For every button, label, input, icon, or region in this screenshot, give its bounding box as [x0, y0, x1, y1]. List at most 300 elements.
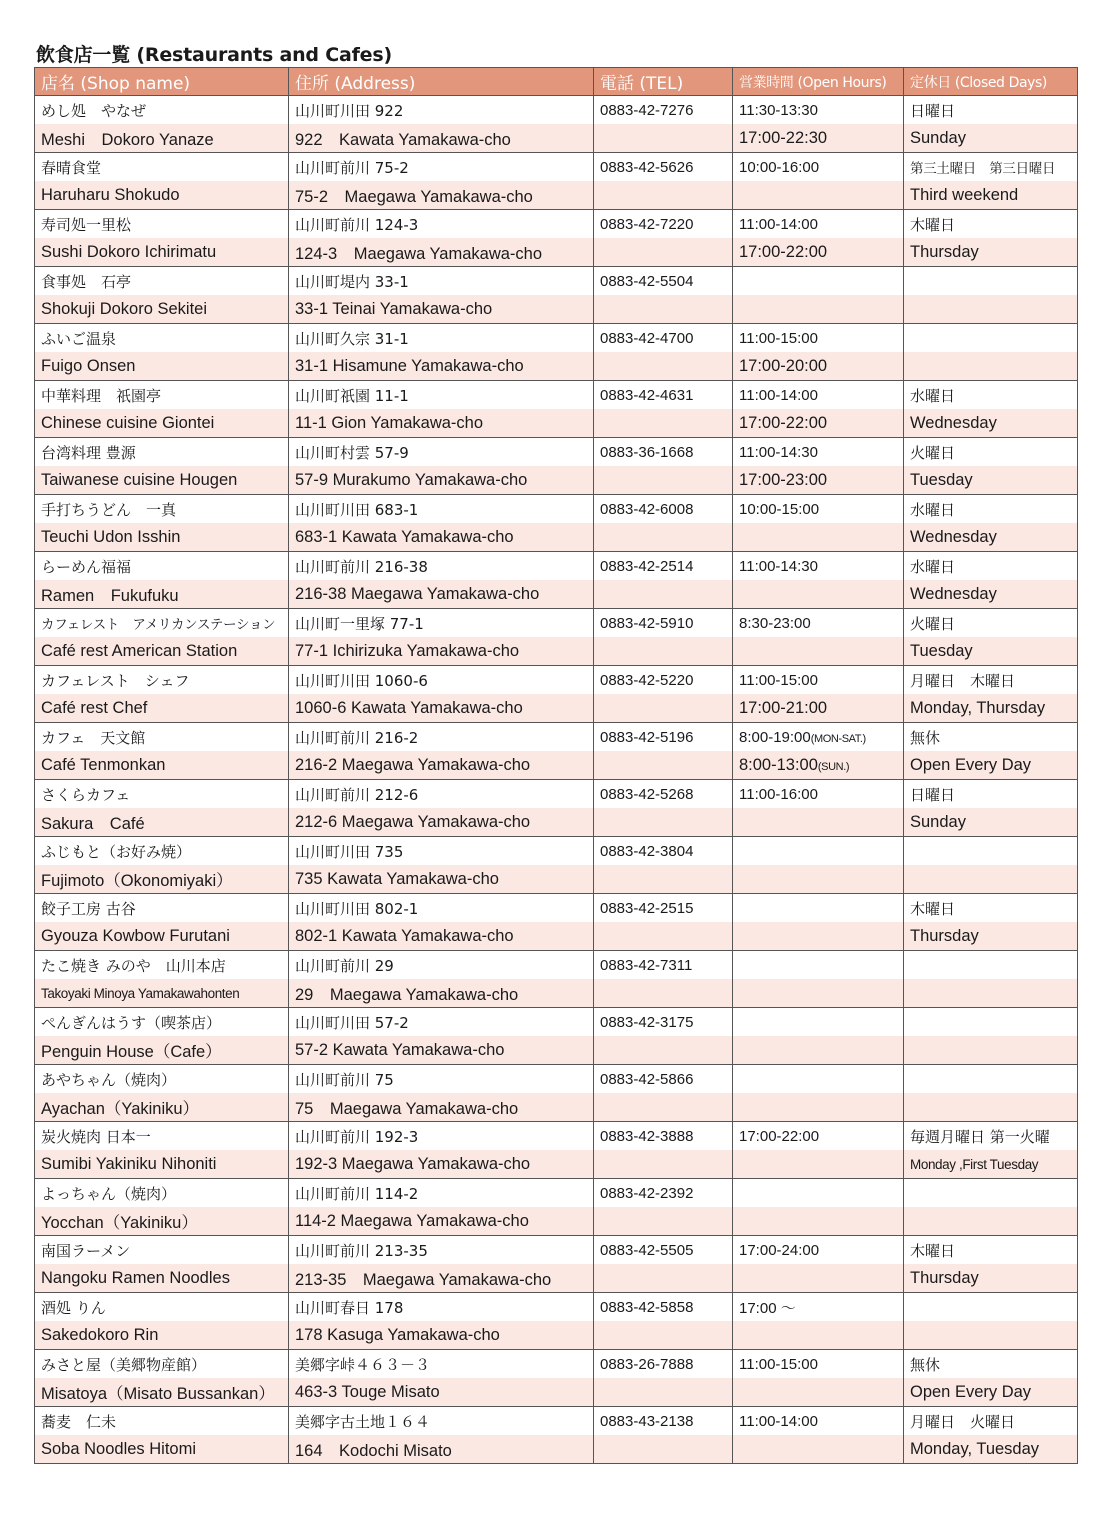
address-jp: 山川町前川 213-35	[289, 1236, 594, 1265]
closed-days-en	[904, 352, 1078, 381]
address-en: 57-2 Kawata Yamakawa-cho	[289, 1036, 594, 1065]
phone-number: 0883-42-4700	[594, 324, 733, 353]
open-hours-2	[733, 694, 904, 723]
shop-name-en: Chinese cuisine Giontei	[35, 409, 289, 438]
open-hours-2	[733, 1093, 904, 1122]
address-en: 75-2 Maegawa Yamakawa-cho	[289, 181, 594, 210]
phone-number: 0883-42-7311	[594, 951, 733, 980]
hours-value: 17:00-21:00	[739, 698, 828, 717]
shop-name-jp: カフェ 天文館	[35, 723, 289, 752]
phone-empty	[594, 124, 733, 153]
header-row	[35, 68, 1078, 96]
closed-days-en	[904, 979, 1078, 1008]
closed-days-jp	[904, 267, 1078, 296]
header-tel: 電話 (TEL)	[594, 68, 733, 96]
open-hours-2	[733, 466, 904, 495]
phone-number: 0883-42-5626	[594, 153, 733, 182]
open-hours-1	[733, 609, 904, 638]
closed-days-en	[904, 1036, 1078, 1065]
address-jp: 山川町春日 178	[289, 1293, 594, 1322]
closed-days-jp	[904, 1065, 1078, 1094]
closed-days-jp: 水曜日	[904, 552, 1078, 581]
shop-name-en: Sumibi Yakiniku Nihoniti	[35, 1150, 289, 1179]
hours-value: 10:00-15:00	[739, 500, 820, 518]
address-en: 192-3 Maegawa Yamakawa-cho	[289, 1150, 594, 1179]
table-row	[35, 124, 1078, 153]
open-hours-1	[733, 1350, 904, 1379]
table-row	[35, 1036, 1078, 1065]
shop-name-jp: 春晴食堂	[35, 153, 289, 182]
shop-name-en: Shokuji Dokoro Sekitei	[35, 295, 289, 324]
closed-days-jp: 木曜日	[904, 210, 1078, 239]
phone-number: 0883-36-1668	[594, 438, 733, 467]
address-jp: 山川町川田 735	[289, 837, 594, 866]
phone-empty	[594, 1207, 733, 1236]
closed-days-en: Tuesday	[904, 466, 1078, 495]
shop-name-en: Café Tenmonkan	[35, 751, 289, 780]
table-row	[35, 637, 1078, 666]
closed-days-en: Monday, Thursday	[904, 694, 1078, 723]
closed-days-jp	[904, 324, 1078, 353]
shop-name-jp: 酒処 りん	[35, 1293, 289, 1322]
address-jp: 山川町川田 1060-6	[289, 666, 594, 695]
phone-empty	[594, 466, 733, 495]
shop-name-en: Sakedokoro Rin	[35, 1321, 289, 1350]
hours-value: 11:00-15:00	[739, 1355, 818, 1373]
shop-name-en: Nangoku Ramen Noodles	[35, 1264, 289, 1293]
shop-name-jp: めし処 やなぜ	[35, 96, 289, 125]
table-row	[35, 1264, 1078, 1293]
open-hours-2	[733, 1321, 904, 1350]
hours-value: 10:00-16:00	[739, 158, 820, 176]
phone-empty	[594, 295, 733, 324]
closed-days-en: Sunday	[904, 124, 1078, 153]
phone-number: 0883-42-3804	[594, 837, 733, 866]
hours-value: 17:00-24:00	[739, 1241, 820, 1259]
hours-value: 17:00-22:00	[739, 242, 828, 261]
closed-days-en: Wednesday	[904, 523, 1078, 552]
open-hours-1	[733, 96, 904, 125]
address-jp: 山川町前川 114-2	[289, 1179, 594, 1208]
hours-value: 11:00-14:00	[739, 386, 818, 404]
table-row	[35, 580, 1078, 609]
open-hours-2	[733, 580, 904, 609]
closed-days-en: Third weekend	[904, 181, 1078, 210]
open-hours-2	[733, 865, 904, 894]
address-jp: 山川町前川 124-3	[289, 210, 594, 239]
table-row	[35, 1207, 1078, 1236]
closed-days-jp	[904, 1179, 1078, 1208]
open-hours-2	[733, 295, 904, 324]
shop-name-jp: カフェレスト シェフ	[35, 666, 289, 695]
phone-number: 0883-42-6008	[594, 495, 733, 524]
closed-days-en	[904, 1207, 1078, 1236]
shop-name-jp: みさと屋（美郷物産館）	[35, 1350, 289, 1379]
open-hours-2	[733, 808, 904, 837]
table-row	[35, 409, 1078, 438]
closed-days-jp: 火曜日	[904, 438, 1078, 467]
open-hours-2	[733, 1207, 904, 1236]
hours-value: 11:00-14:00	[739, 215, 818, 233]
table-row	[35, 609, 1078, 638]
address-en: 802-1 Kawata Yamakawa-cho	[289, 922, 594, 951]
address-en: 683-1 Kawata Yamakawa-cho	[289, 523, 594, 552]
open-hours-2	[733, 1036, 904, 1065]
closed-days-jp: 日曜日	[904, 780, 1078, 809]
table-row	[35, 523, 1078, 552]
open-hours-1	[733, 837, 904, 866]
phone-empty	[594, 694, 733, 723]
hours-value: 11:00-15:00	[739, 329, 818, 347]
phone-number: 0883-42-4631	[594, 381, 733, 410]
address-jp: 山川町前川 192-3	[289, 1122, 594, 1151]
phone-number: 0883-42-2515	[594, 894, 733, 923]
closed-days-jp: 毎週月曜日 第一火曜	[904, 1122, 1078, 1151]
phone-number: 0883-42-5858	[594, 1293, 733, 1322]
shop-name-en: Sushi Dokoro Ichirimatu	[35, 238, 289, 267]
closed-days-jp	[904, 1293, 1078, 1322]
open-hours-1	[733, 267, 904, 296]
open-hours-1	[733, 1236, 904, 1265]
hours-value: 17:00-22:30	[739, 128, 828, 147]
phone-number: 0883-26-7888	[594, 1350, 733, 1379]
phone-empty	[594, 865, 733, 894]
address-jp: 山川町前川 216-38	[289, 552, 594, 581]
shop-name-jp: 手打ちうどん 一真	[35, 495, 289, 524]
open-hours-2	[733, 1264, 904, 1293]
shop-name-en: Yocchan（Yakiniku）	[35, 1207, 289, 1236]
address-en: 1060-6 Kawata Yamakawa-cho	[289, 694, 594, 723]
open-hours-2	[733, 979, 904, 1008]
shop-name-en: Ramen Fukufuku	[35, 580, 289, 609]
phone-empty	[594, 637, 733, 666]
shop-name-jp: 南国ラーメン	[35, 1236, 289, 1265]
shop-name-en: Meshi Dokoro Yanaze	[35, 124, 289, 153]
address-jp: 山川町前川 212-6	[289, 780, 594, 809]
table-row	[35, 1293, 1078, 1322]
phone-number: 0883-43-2138	[594, 1407, 733, 1436]
table-row	[35, 951, 1078, 980]
address-en: 77-1 Ichirizuka Yamakawa-cho	[289, 637, 594, 666]
shop-name-jp: さくらカフェ	[35, 780, 289, 809]
open-hours-1	[733, 1065, 904, 1094]
open-hours-1	[733, 495, 904, 524]
hours-value: 17:00-22:00	[739, 1127, 820, 1145]
closed-days-en: Thursday	[904, 238, 1078, 267]
phone-number: 0883-42-3175	[594, 1008, 733, 1037]
open-hours-2	[733, 1150, 904, 1179]
closed-days-en: Thursday	[904, 1264, 1078, 1293]
table-row	[35, 1093, 1078, 1122]
hours-value: 11:30-13:30	[739, 101, 818, 119]
phone-empty	[594, 238, 733, 267]
table-row	[35, 1350, 1078, 1379]
open-hours-2	[733, 1435, 904, 1464]
table-row	[35, 96, 1078, 125]
address-jp: 山川町川田 922	[289, 96, 594, 125]
address-en: 33-1 Teinai Yamakawa-cho	[289, 295, 594, 324]
address-en: 31-1 Hisamune Yamakawa-cho	[289, 352, 594, 381]
address-jp: 山川町村雲 57-9	[289, 438, 594, 467]
shop-name-en: Sakura Café	[35, 808, 289, 837]
open-hours-1	[733, 666, 904, 695]
closed-days-jp: 月曜日 木曜日	[904, 666, 1078, 695]
table-row	[35, 865, 1078, 894]
table-row	[35, 694, 1078, 723]
open-hours-2	[733, 238, 904, 267]
open-hours-1	[733, 723, 904, 752]
table-row	[35, 1150, 1078, 1179]
shop-name-jp: 蕎麦 仁未	[35, 1407, 289, 1436]
address-en: 213-35 Maegawa Yamakawa-cho	[289, 1264, 594, 1293]
shop-name-jp: よっちゃん（焼肉）	[35, 1179, 289, 1208]
table-row	[35, 238, 1078, 267]
shop-name-en: Misatoya（Misato Bussankan）	[35, 1378, 289, 1407]
open-hours-1	[733, 1407, 904, 1436]
hours-value: 11:00-14:00	[739, 1412, 818, 1430]
hours-value: 11:00-16:00	[739, 785, 818, 803]
table-row	[35, 1008, 1078, 1037]
table-row	[35, 295, 1078, 324]
table-row	[35, 267, 1078, 296]
phone-empty	[594, 1150, 733, 1179]
address-jp: 美郷字峠４６３－３	[289, 1350, 594, 1379]
shop-name-jp: らーめん福福	[35, 552, 289, 581]
phone-empty	[594, 1378, 733, 1407]
phone-number: 0883-42-5504	[594, 267, 733, 296]
header-shop-name: 店名 (Shop name)	[35, 68, 289, 96]
phone-empty	[594, 1036, 733, 1065]
shop-name-jp: 中華料理 祇園亭	[35, 381, 289, 410]
table-row	[35, 552, 1078, 581]
phone-number: 0883-42-3888	[594, 1122, 733, 1151]
address-en: 212-6 Maegawa Yamakawa-cho	[289, 808, 594, 837]
hours-value: 17:00 ～	[739, 1299, 796, 1317]
address-en: 29 Maegawa Yamakawa-cho	[289, 979, 594, 1008]
closed-days-jp	[904, 1008, 1078, 1037]
shop-name-en: Fujimoto（Okonomiyaki）	[35, 865, 289, 894]
table-row	[35, 495, 1078, 524]
phone-empty	[594, 922, 733, 951]
address-jp: 山川町前川 29	[289, 951, 594, 980]
closed-days-jp	[904, 951, 1078, 980]
open-hours-2	[733, 409, 904, 438]
shop-name-en: Café rest Chef	[35, 694, 289, 723]
table-row	[35, 1321, 1078, 1350]
table-body	[35, 96, 1078, 1464]
table-row	[35, 751, 1078, 780]
table-row	[35, 181, 1078, 210]
closed-days-en: Sunday	[904, 808, 1078, 837]
closed-days-en: Thursday	[904, 922, 1078, 951]
phone-empty	[594, 751, 733, 780]
shop-name-jp: 台湾料理 豊源	[35, 438, 289, 467]
table-row	[35, 1065, 1078, 1094]
open-hours-2	[733, 352, 904, 381]
shop-name-en: Teuchi Udon Isshin	[35, 523, 289, 552]
closed-days-jp: 水曜日	[904, 495, 1078, 524]
table-row	[35, 837, 1078, 866]
hours-value: 17:00-22:00	[739, 413, 828, 432]
address-jp: 山川町祇園 11-1	[289, 381, 594, 410]
address-en: 216-2 Maegawa Yamakawa-cho	[289, 751, 594, 780]
closed-days-jp: 第三土曜日 第三日曜日	[904, 153, 1078, 182]
phone-empty	[594, 808, 733, 837]
shop-name-jp: 炭火焼肉 日本一	[35, 1122, 289, 1151]
table-row	[35, 808, 1078, 837]
address-en: 216-38 Maegawa Yamakawa-cho	[289, 580, 594, 609]
hours-value: 11:00-14:30	[739, 443, 818, 461]
table-row	[35, 1236, 1078, 1265]
header-closed-days: 定休日 (Closed Days)	[904, 68, 1078, 96]
shop-name-jp: あやちゃん（焼肉）	[35, 1065, 289, 1094]
hours-value: 8:00-19:00	[739, 728, 811, 746]
closed-days-en	[904, 295, 1078, 324]
open-hours-1	[733, 210, 904, 239]
address-en: 463-3 Touge Misato	[289, 1378, 594, 1407]
hours-note: (MON-SAT.)	[810, 732, 866, 745]
header-address: 住所 (Address)	[289, 68, 594, 96]
open-hours-1	[733, 1179, 904, 1208]
shop-name-jp: ふじもと（お好み焼）	[35, 837, 289, 866]
table-row	[35, 1407, 1078, 1436]
address-jp: 山川町前川 216-2	[289, 723, 594, 752]
address-en: 75 Maegawa Yamakawa-cho	[289, 1093, 594, 1122]
phone-number: 0883-42-7220	[594, 210, 733, 239]
header-open-hours: 営業時間 (Open Hours)	[733, 68, 904, 96]
shop-name-jp: 寿司処一里松	[35, 210, 289, 239]
address-en: 114-2 Maegawa Yamakawa-cho	[289, 1207, 594, 1236]
phone-number: 0883-42-7276	[594, 96, 733, 125]
shop-name-en: Soba Noodles Hitomi	[35, 1435, 289, 1464]
hours-value: 17:00-23:00	[739, 470, 828, 489]
open-hours-1	[733, 324, 904, 353]
closed-days-jp	[904, 837, 1078, 866]
address-en: 11-1 Gion Yamakawa-cho	[289, 409, 594, 438]
phone-empty	[594, 1264, 733, 1293]
open-hours-1	[733, 1293, 904, 1322]
phone-empty	[594, 181, 733, 210]
address-jp: 山川町前川 75-2	[289, 153, 594, 182]
address-jp: 山川町川田 802-1	[289, 894, 594, 923]
shop-name-jp: たこ焼き みのや 山川本店	[35, 951, 289, 980]
shop-name-en: Taiwanese cuisine Hougen	[35, 466, 289, 495]
open-hours-1	[733, 951, 904, 980]
closed-days-en: Monday, Tuesday	[904, 1435, 1078, 1464]
closed-days-jp: 水曜日	[904, 381, 1078, 410]
phone-number: 0883-42-5220	[594, 666, 733, 695]
hours-value: 11:00-14:30	[739, 557, 818, 575]
open-hours-1	[733, 381, 904, 410]
phone-empty	[594, 1435, 733, 1464]
table-row	[35, 153, 1078, 182]
hours-value: 11:00-15:00	[739, 671, 818, 689]
address-jp: 美郷字古土地１６４	[289, 1407, 594, 1436]
table-row	[35, 438, 1078, 467]
closed-days-en	[904, 1093, 1078, 1122]
table-row	[35, 324, 1078, 353]
address-en: 178 Kasuga Yamakawa-cho	[289, 1321, 594, 1350]
closed-days-jp: 火曜日	[904, 609, 1078, 638]
table-row	[35, 1179, 1078, 1208]
restaurant-table	[34, 67, 1078, 1464]
closed-days-jp: 無休	[904, 723, 1078, 752]
table-row	[35, 894, 1078, 923]
address-jp: 山川町川田 683-1	[289, 495, 594, 524]
closed-days-jp: 木曜日	[904, 894, 1078, 923]
phone-empty	[594, 409, 733, 438]
address-jp: 山川町一里塚 77-1	[289, 609, 594, 638]
closed-days-jp: 月曜日 火曜日	[904, 1407, 1078, 1436]
table-row	[35, 381, 1078, 410]
hours-value: 17:00-20:00	[739, 356, 828, 375]
address-en: 57-9 Murakumo Yamakawa-cho	[289, 466, 594, 495]
open-hours-1	[733, 438, 904, 467]
table-row	[35, 1378, 1078, 1407]
address-en: 735 Kawata Yamakawa-cho	[289, 865, 594, 894]
phone-empty	[594, 1321, 733, 1350]
shop-name-jp: 餃子工房 古谷	[35, 894, 289, 923]
address-en: 922 Kawata Yamakawa-cho	[289, 124, 594, 153]
open-hours-2	[733, 181, 904, 210]
table-row	[35, 352, 1078, 381]
closed-days-en: Tuesday	[904, 637, 1078, 666]
shop-name-jp: カフェレスト アメリカンステーション	[35, 609, 289, 638]
open-hours-1	[733, 1008, 904, 1037]
closed-days-en: Open Every Day	[904, 1378, 1078, 1407]
phone-empty	[594, 979, 733, 1008]
closed-days-en: Open Every Day	[904, 751, 1078, 780]
shop-name-jp: 食事処 石亭	[35, 267, 289, 296]
hours-value: 8:30-23:00	[739, 614, 811, 632]
table-row	[35, 210, 1078, 239]
closed-days-en: Wednesday	[904, 580, 1078, 609]
address-jp: 山川町堤内 33-1	[289, 267, 594, 296]
phone-number: 0883-42-5196	[594, 723, 733, 752]
hours-note: (SUN.)	[817, 760, 850, 773]
shop-name-en: Haruharu Shokudo	[35, 181, 289, 210]
closed-days-en: Wednesday	[904, 409, 1078, 438]
closed-days-jp: 無休	[904, 1350, 1078, 1379]
table-row	[35, 723, 1078, 752]
open-hours-2	[733, 922, 904, 951]
open-hours-1	[733, 153, 904, 182]
address-en: 164 Kodochi Misato	[289, 1435, 594, 1464]
table-row	[35, 922, 1078, 951]
phone-empty	[594, 352, 733, 381]
shop-name-en: Gyouza Kowbow Furutani	[35, 922, 289, 951]
open-hours-1	[733, 894, 904, 923]
shop-name-en: Takoyaki Minoya Yamakawahonten	[35, 979, 289, 1008]
open-hours-2	[733, 637, 904, 666]
closed-days-jp: 木曜日	[904, 1236, 1078, 1265]
phone-empty	[594, 580, 733, 609]
open-hours-1	[733, 780, 904, 809]
table-row	[35, 1435, 1078, 1464]
open-hours-1	[733, 552, 904, 581]
open-hours-2	[733, 1378, 904, 1407]
closed-days-en: Monday ,First Tuesday	[904, 1150, 1078, 1179]
phone-empty	[594, 523, 733, 552]
open-hours-1	[733, 1122, 904, 1151]
phone-number: 0883-42-5268	[594, 780, 733, 809]
open-hours-2	[733, 523, 904, 552]
table-row	[35, 466, 1078, 495]
phone-empty	[594, 1093, 733, 1122]
shop-name-en: Fuigo Onsen	[35, 352, 289, 381]
shop-name-en: Café rest American Station	[35, 637, 289, 666]
phone-number: 0883-42-2392	[594, 1179, 733, 1208]
